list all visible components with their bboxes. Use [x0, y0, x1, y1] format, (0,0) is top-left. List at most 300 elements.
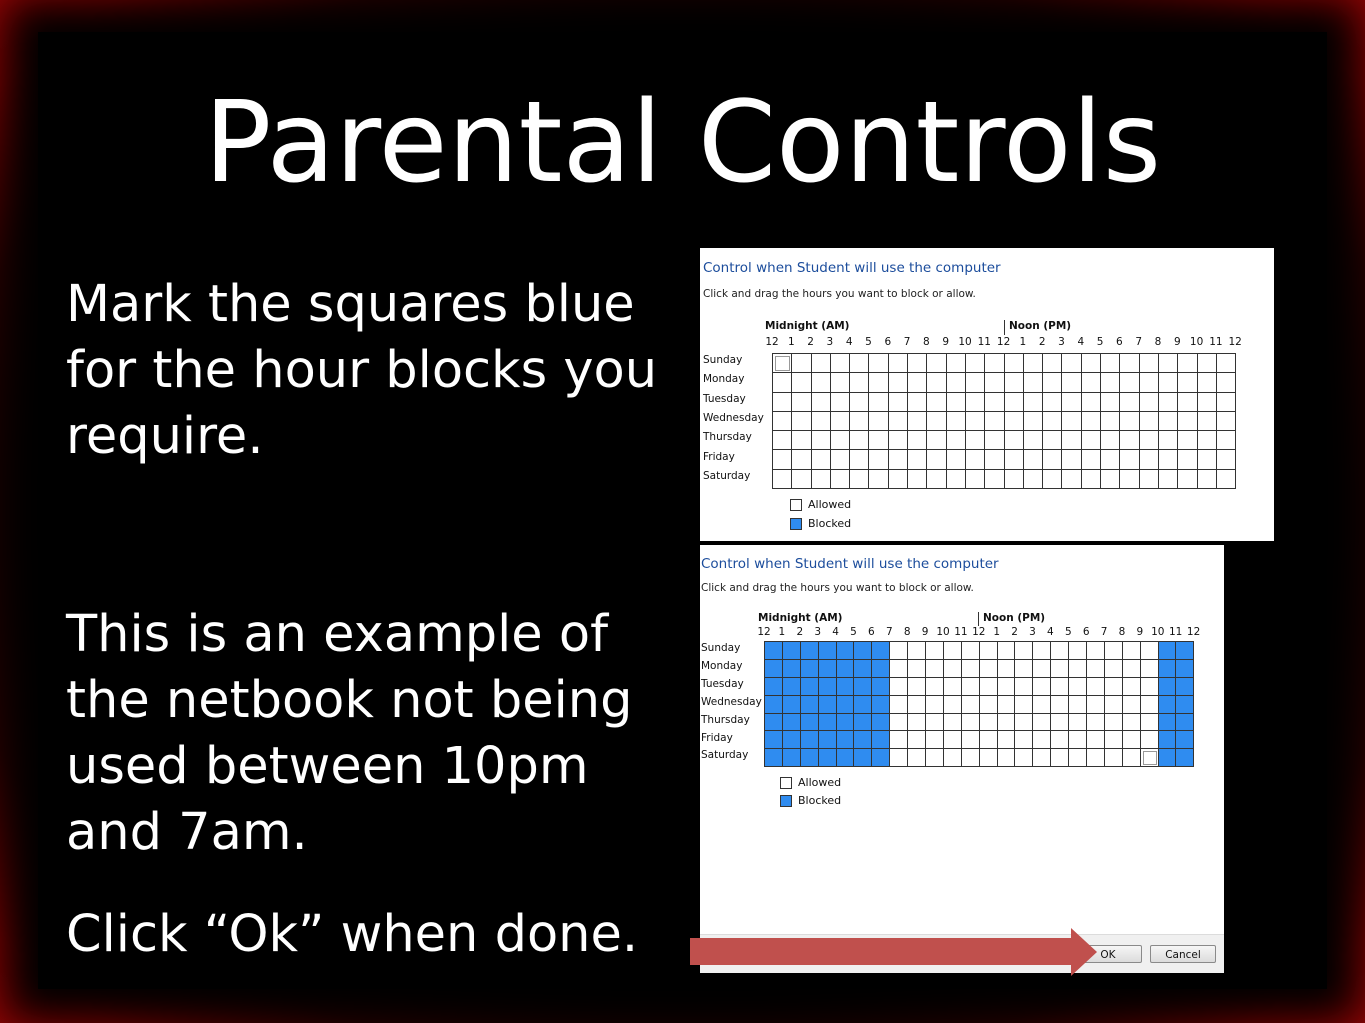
hour-cell[interactable]	[927, 354, 946, 373]
hour-cell[interactable]	[962, 660, 980, 678]
hour-cell[interactable]	[962, 642, 980, 660]
hour-cell[interactable]	[1217, 431, 1236, 450]
hour-cell[interactable]	[908, 696, 926, 714]
hour-cell[interactable]	[1159, 354, 1178, 373]
hour-cell[interactable]	[783, 660, 801, 678]
hour-cell[interactable]	[1062, 393, 1081, 412]
hour-cell[interactable]	[850, 393, 869, 412]
hour-cell[interactable]	[1120, 373, 1139, 392]
hour-cell[interactable]	[1176, 731, 1194, 749]
hour-cell[interactable]	[926, 696, 944, 714]
hour-cell[interactable]	[889, 393, 908, 412]
hour-cell[interactable]	[1123, 731, 1141, 749]
hour-cell[interactable]	[1141, 660, 1159, 678]
hour-cell[interactable]	[1062, 354, 1081, 373]
hour-cell[interactable]	[819, 696, 837, 714]
hour-cell[interactable]	[944, 731, 962, 749]
hour-cell[interactable]	[1140, 373, 1159, 392]
hour-cell[interactable]	[962, 731, 980, 749]
hour-cell[interactable]	[1062, 373, 1081, 392]
hour-cell[interactable]	[944, 749, 962, 767]
hour-cell[interactable]	[1176, 642, 1194, 660]
hour-cell[interactable]	[1033, 714, 1051, 732]
hour-cell[interactable]	[1087, 678, 1105, 696]
hour-cell[interactable]	[980, 642, 998, 660]
hour-cell[interactable]	[889, 470, 908, 489]
hour-cell[interactable]	[1005, 470, 1024, 489]
hour-cell[interactable]	[1051, 714, 1069, 732]
hour-cell[interactable]	[1051, 660, 1069, 678]
hour-cell[interactable]	[1120, 393, 1139, 412]
hour-cell[interactable]	[908, 393, 927, 412]
hour-cell[interactable]	[1176, 714, 1194, 732]
hour-cell[interactable]	[947, 450, 966, 469]
hour-cell[interactable]	[1123, 696, 1141, 714]
hour-cell[interactable]	[831, 431, 850, 450]
hour-cell[interactable]	[1087, 660, 1105, 678]
hour-cell[interactable]	[819, 660, 837, 678]
hour-cell[interactable]	[1033, 749, 1051, 767]
hour-cell[interactable]	[831, 450, 850, 469]
hour-cell[interactable]	[947, 373, 966, 392]
hour-cell[interactable]	[1217, 393, 1236, 412]
hour-cell[interactable]	[980, 696, 998, 714]
hour-cell[interactable]	[890, 660, 908, 678]
hour-cell[interactable]	[819, 714, 837, 732]
hour-cell[interactable]	[773, 373, 792, 392]
hour-cell[interactable]	[819, 749, 837, 767]
hour-cell[interactable]	[1005, 393, 1024, 412]
hour-cell[interactable]	[869, 354, 888, 373]
hour-cell[interactable]	[1176, 696, 1194, 714]
hour-cell[interactable]	[1178, 354, 1197, 373]
hour-cell[interactable]	[985, 450, 1004, 469]
hour-cell[interactable]	[854, 696, 872, 714]
hour-cell[interactable]	[1015, 714, 1033, 732]
hour-cell[interactable]	[831, 373, 850, 392]
hour-cell[interactable]	[1069, 678, 1087, 696]
hour-cell[interactable]	[908, 450, 927, 469]
hour-cell[interactable]	[812, 431, 831, 450]
hour-cell[interactable]	[908, 731, 926, 749]
hour-cell[interactable]	[837, 731, 855, 749]
hour-cell[interactable]	[1024, 431, 1043, 450]
hour-cell[interactable]	[908, 749, 926, 767]
hour-cell[interactable]	[927, 431, 946, 450]
hour-cell[interactable]	[926, 749, 944, 767]
hour-cell[interactable]	[792, 412, 811, 431]
hour-cell[interactable]	[831, 412, 850, 431]
hour-cell[interactable]	[985, 354, 1004, 373]
hour-cell[interactable]	[1033, 642, 1051, 660]
hour-cell[interactable]	[1198, 393, 1217, 412]
hour-cell[interactable]	[1198, 450, 1217, 469]
hour-cell[interactable]	[947, 470, 966, 489]
hour-cell[interactable]	[1024, 354, 1043, 373]
hour-cell[interactable]	[1015, 696, 1033, 714]
hour-cell[interactable]	[927, 393, 946, 412]
hour-cell[interactable]	[850, 412, 869, 431]
hour-cell[interactable]	[773, 354, 792, 373]
hour-cell[interactable]	[773, 450, 792, 469]
hour-cell[interactable]	[1178, 373, 1197, 392]
hour-cell[interactable]	[1123, 714, 1141, 732]
hour-cell[interactable]	[1105, 660, 1123, 678]
hour-cell[interactable]	[801, 696, 819, 714]
hour-cell[interactable]	[831, 393, 850, 412]
hour-cell[interactable]	[801, 714, 819, 732]
hour-cell[interactable]	[1005, 450, 1024, 469]
hour-cell[interactable]	[1105, 642, 1123, 660]
hour-cell[interactable]	[819, 678, 837, 696]
hour-cell[interactable]	[1051, 642, 1069, 660]
hour-cell[interactable]	[801, 731, 819, 749]
hour-cell[interactable]	[1217, 373, 1236, 392]
hour-cell[interactable]	[801, 749, 819, 767]
hour-cell[interactable]	[773, 470, 792, 489]
hour-cell[interactable]	[1198, 354, 1217, 373]
hour-cell[interactable]	[819, 731, 837, 749]
hour-cell[interactable]	[1141, 731, 1159, 749]
hour-cell[interactable]	[1024, 450, 1043, 469]
hour-cell[interactable]	[908, 412, 927, 431]
hour-cell[interactable]	[850, 431, 869, 450]
hour-cell[interactable]	[944, 696, 962, 714]
schedule-grid[interactable]	[764, 641, 1194, 767]
hour-cell[interactable]	[962, 696, 980, 714]
hour-cell[interactable]	[837, 678, 855, 696]
hour-cell[interactable]	[1062, 450, 1081, 469]
hour-cell[interactable]	[1141, 642, 1159, 660]
hour-cell[interactable]	[1217, 470, 1236, 489]
hour-cell[interactable]	[1087, 714, 1105, 732]
hour-cell[interactable]	[812, 412, 831, 431]
hour-cell[interactable]	[869, 393, 888, 412]
hour-cell[interactable]	[1141, 749, 1159, 767]
hour-cell[interactable]	[966, 393, 985, 412]
hour-cell[interactable]	[872, 731, 890, 749]
hour-cell[interactable]	[854, 642, 872, 660]
hour-cell[interactable]	[792, 393, 811, 412]
hour-cell[interactable]	[812, 354, 831, 373]
hour-cell[interactable]	[1062, 470, 1081, 489]
hour-cell[interactable]	[837, 714, 855, 732]
hour-cell[interactable]	[1178, 470, 1197, 489]
hour-cell[interactable]	[783, 642, 801, 660]
hour-cell[interactable]	[1159, 450, 1178, 469]
hour-cell[interactable]	[1123, 642, 1141, 660]
hour-cell[interactable]	[1123, 678, 1141, 696]
ok-button[interactable]: OK	[1074, 945, 1142, 963]
hour-cell[interactable]	[908, 431, 927, 450]
hour-cell[interactable]	[869, 431, 888, 450]
hour-cell[interactable]	[908, 642, 926, 660]
hour-cell[interactable]	[1043, 412, 1062, 431]
hour-cell[interactable]	[1082, 450, 1101, 469]
hour-cell[interactable]	[1159, 749, 1177, 767]
hour-cell[interactable]	[837, 749, 855, 767]
hour-cell[interactable]	[944, 660, 962, 678]
hour-cell[interactable]	[1024, 393, 1043, 412]
hour-cell[interactable]	[944, 714, 962, 732]
hour-cell[interactable]	[926, 678, 944, 696]
hour-cell[interactable]	[869, 373, 888, 392]
hour-cell[interactable]	[812, 470, 831, 489]
hour-cell[interactable]	[1159, 696, 1177, 714]
hour-cell[interactable]	[1159, 412, 1178, 431]
hour-cell[interactable]	[1178, 431, 1197, 450]
hour-cell[interactable]	[783, 714, 801, 732]
hour-cell[interactable]	[1033, 678, 1051, 696]
hour-cell[interactable]	[962, 678, 980, 696]
hour-cell[interactable]	[850, 470, 869, 489]
hour-cell[interactable]	[1069, 714, 1087, 732]
hour-cell[interactable]	[1141, 696, 1159, 714]
hour-cell[interactable]	[908, 660, 926, 678]
hour-cell[interactable]	[985, 470, 1004, 489]
hour-cell[interactable]	[926, 642, 944, 660]
hour-cell[interactable]	[1159, 678, 1177, 696]
hour-cell[interactable]	[1159, 642, 1177, 660]
hour-cell[interactable]	[1159, 714, 1177, 732]
hour-cell[interactable]	[1140, 393, 1159, 412]
hour-cell[interactable]	[765, 678, 783, 696]
hour-cell[interactable]	[944, 678, 962, 696]
hour-cell[interactable]	[1015, 749, 1033, 767]
hour-cell[interactable]	[1024, 412, 1043, 431]
hour-cell[interactable]	[854, 678, 872, 696]
hour-cell[interactable]	[850, 354, 869, 373]
hour-cell[interactable]	[1082, 354, 1101, 373]
hour-cell[interactable]	[1024, 470, 1043, 489]
hour-cell[interactable]	[792, 354, 811, 373]
hour-cell[interactable]	[1043, 354, 1062, 373]
hour-cell[interactable]	[1159, 470, 1178, 489]
hour-cell[interactable]	[966, 412, 985, 431]
hour-cell[interactable]	[837, 696, 855, 714]
hour-cell[interactable]	[1198, 412, 1217, 431]
hour-cell[interactable]	[890, 749, 908, 767]
hour-cell[interactable]	[801, 642, 819, 660]
hour-cell[interactable]	[1082, 393, 1101, 412]
hour-cell[interactable]	[927, 470, 946, 489]
hour-cell[interactable]	[1051, 749, 1069, 767]
hour-cell[interactable]	[812, 373, 831, 392]
hour-cell[interactable]	[966, 373, 985, 392]
hour-cell[interactable]	[890, 731, 908, 749]
hour-cell[interactable]	[998, 749, 1016, 767]
hour-cell[interactable]	[927, 450, 946, 469]
hour-cell[interactable]	[850, 373, 869, 392]
hour-cell[interactable]	[1087, 642, 1105, 660]
hour-cell[interactable]	[1217, 354, 1236, 373]
hour-cell[interactable]	[1105, 678, 1123, 696]
hour-cell[interactable]	[773, 393, 792, 412]
hour-cell[interactable]	[1217, 412, 1236, 431]
hour-cell[interactable]	[1105, 696, 1123, 714]
hour-cell[interactable]	[1005, 354, 1024, 373]
hour-cell[interactable]	[831, 354, 850, 373]
hour-cell[interactable]	[1062, 431, 1081, 450]
hour-cell[interactable]	[1043, 373, 1062, 392]
hour-cell[interactable]	[980, 678, 998, 696]
hour-cell[interactable]	[801, 660, 819, 678]
hour-cell[interactable]	[966, 470, 985, 489]
hour-cell[interactable]	[1033, 731, 1051, 749]
hour-cell[interactable]	[1101, 354, 1120, 373]
hour-cell[interactable]	[1120, 470, 1139, 489]
hour-cell[interactable]	[872, 696, 890, 714]
hour-cell[interactable]	[998, 696, 1016, 714]
hour-cell[interactable]	[812, 393, 831, 412]
hour-cell[interactable]	[1159, 393, 1178, 412]
hour-cell[interactable]	[1101, 393, 1120, 412]
hour-cell[interactable]	[890, 642, 908, 660]
hour-cell[interactable]	[854, 731, 872, 749]
hour-cell[interactable]	[889, 354, 908, 373]
hour-cell[interactable]	[1217, 450, 1236, 469]
hour-cell[interactable]	[985, 412, 1004, 431]
hour-cell[interactable]	[1043, 393, 1062, 412]
hour-cell[interactable]	[837, 660, 855, 678]
hour-cell[interactable]	[783, 731, 801, 749]
hour-cell[interactable]	[962, 749, 980, 767]
hour-cell[interactable]	[792, 450, 811, 469]
hour-cell[interactable]	[1101, 373, 1120, 392]
hour-cell[interactable]	[947, 412, 966, 431]
hour-cell[interactable]	[831, 470, 850, 489]
hour-cell[interactable]	[1069, 642, 1087, 660]
hour-cell[interactable]	[985, 431, 1004, 450]
hour-cell[interactable]	[1120, 450, 1139, 469]
hour-cell[interactable]	[783, 749, 801, 767]
hour-cell[interactable]	[837, 642, 855, 660]
hour-cell[interactable]	[812, 450, 831, 469]
hour-cell[interactable]	[998, 714, 1016, 732]
hour-cell[interactable]	[889, 373, 908, 392]
hour-cell[interactable]	[947, 431, 966, 450]
hour-cell[interactable]	[947, 393, 966, 412]
hour-cell[interactable]	[1159, 660, 1177, 678]
hour-cell[interactable]	[1140, 354, 1159, 373]
hour-cell[interactable]	[926, 660, 944, 678]
hour-cell[interactable]	[819, 642, 837, 660]
hour-cell[interactable]	[966, 354, 985, 373]
hour-cell[interactable]	[1015, 642, 1033, 660]
hour-cell[interactable]	[872, 749, 890, 767]
hour-cell[interactable]	[850, 450, 869, 469]
hour-cell[interactable]	[1120, 354, 1139, 373]
hour-cell[interactable]	[773, 431, 792, 450]
hour-cell[interactable]	[947, 354, 966, 373]
hour-cell[interactable]	[872, 678, 890, 696]
hour-cell[interactable]	[854, 749, 872, 767]
hour-cell[interactable]	[1159, 431, 1178, 450]
hour-cell[interactable]	[1015, 660, 1033, 678]
hour-cell[interactable]	[765, 714, 783, 732]
hour-cell[interactable]	[1198, 470, 1217, 489]
hour-cell[interactable]	[1082, 412, 1101, 431]
hour-cell[interactable]	[890, 678, 908, 696]
cancel-button[interactable]: Cancel	[1150, 945, 1216, 963]
hour-cell[interactable]	[980, 714, 998, 732]
hour-cell[interactable]	[1176, 678, 1194, 696]
hour-cell[interactable]	[765, 696, 783, 714]
hour-cell[interactable]	[1069, 749, 1087, 767]
hour-cell[interactable]	[1178, 393, 1197, 412]
hour-cell[interactable]	[1176, 660, 1194, 678]
hour-cell[interactable]	[998, 678, 1016, 696]
hour-cell[interactable]	[1005, 412, 1024, 431]
hour-cell[interactable]	[1141, 678, 1159, 696]
hour-cell[interactable]	[966, 450, 985, 469]
hour-cell[interactable]	[869, 470, 888, 489]
hour-cell[interactable]	[1101, 431, 1120, 450]
hour-cell[interactable]	[1198, 373, 1217, 392]
hour-cell[interactable]	[890, 696, 908, 714]
hour-cell[interactable]	[1159, 373, 1178, 392]
hour-cell[interactable]	[889, 431, 908, 450]
hour-cell[interactable]	[783, 678, 801, 696]
hour-cell[interactable]	[985, 373, 1004, 392]
hour-cell[interactable]	[908, 354, 927, 373]
hour-cell[interactable]	[998, 731, 1016, 749]
hour-cell[interactable]	[980, 731, 998, 749]
hour-cell[interactable]	[792, 431, 811, 450]
hour-cell[interactable]	[998, 642, 1016, 660]
hour-cell[interactable]	[1140, 470, 1159, 489]
hour-cell[interactable]	[872, 714, 890, 732]
hour-cell[interactable]	[801, 678, 819, 696]
hour-cell[interactable]	[765, 731, 783, 749]
hour-cell[interactable]	[1141, 714, 1159, 732]
hour-cell[interactable]	[1082, 373, 1101, 392]
hour-cell[interactable]	[908, 373, 927, 392]
hour-cell[interactable]	[1198, 431, 1217, 450]
hour-cell[interactable]	[1123, 660, 1141, 678]
hour-cell[interactable]	[1101, 470, 1120, 489]
hour-cell[interactable]	[1176, 749, 1194, 767]
hour-cell[interactable]	[1051, 678, 1069, 696]
hour-cell[interactable]	[1140, 450, 1159, 469]
hour-cell[interactable]	[1024, 373, 1043, 392]
hour-cell[interactable]	[869, 450, 888, 469]
hour-cell[interactable]	[980, 749, 998, 767]
hour-cell[interactable]	[1120, 412, 1139, 431]
hour-cell[interactable]	[1087, 749, 1105, 767]
hour-cell[interactable]	[1033, 696, 1051, 714]
hour-cell[interactable]	[889, 412, 908, 431]
hour-cell[interactable]	[1015, 731, 1033, 749]
hour-cell[interactable]	[773, 412, 792, 431]
hour-cell[interactable]	[980, 660, 998, 678]
hour-cell[interactable]	[1069, 731, 1087, 749]
hour-cell[interactable]	[1051, 731, 1069, 749]
hour-cell[interactable]	[854, 660, 872, 678]
hour-cell[interactable]	[1178, 450, 1197, 469]
hour-cell[interactable]	[1005, 431, 1024, 450]
hour-cell[interactable]	[1105, 731, 1123, 749]
hour-cell[interactable]	[869, 412, 888, 431]
hour-cell[interactable]	[998, 660, 1016, 678]
hour-cell[interactable]	[927, 412, 946, 431]
hour-cell[interactable]	[792, 470, 811, 489]
hour-cell[interactable]	[908, 470, 927, 489]
hour-cell[interactable]	[854, 714, 872, 732]
hour-cell[interactable]	[889, 450, 908, 469]
hour-cell[interactable]	[1123, 749, 1141, 767]
hour-cell[interactable]	[927, 373, 946, 392]
